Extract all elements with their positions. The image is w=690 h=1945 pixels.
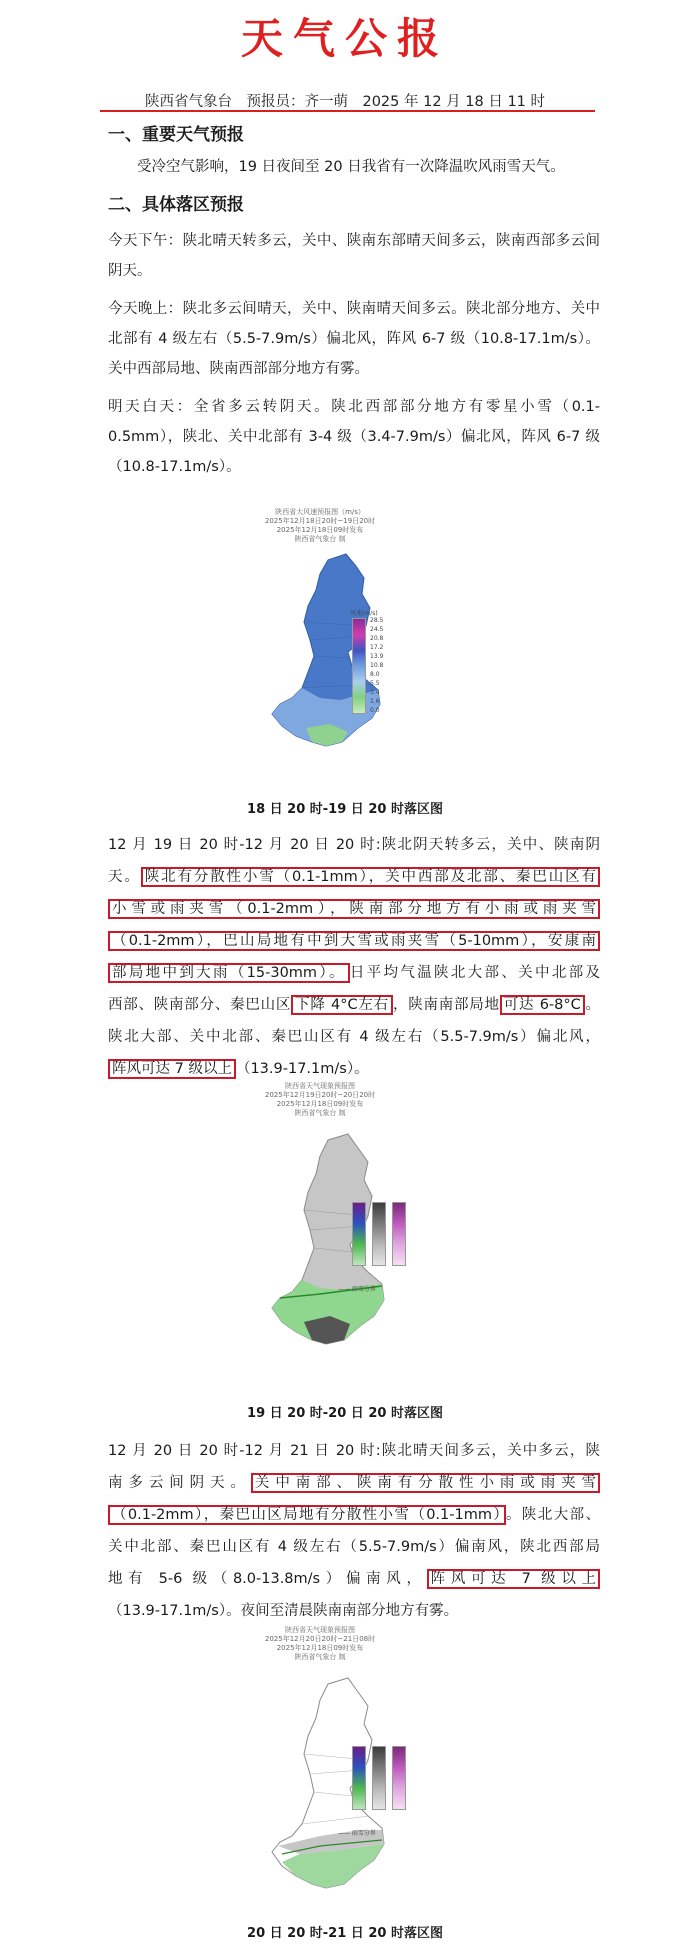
map3-caption: 20 日 20 时-21 日 20 时落区图	[247, 1926, 443, 1941]
text-segment: 关中北部、秦巴山区有 4 级左右（5.5-7.9m/s）偏南风，陕北西部局	[108, 1539, 600, 1555]
boundary-legend-label: —— 雨雪分界	[338, 1830, 376, 1837]
highlight-temp-range: 可达 6-8°C	[500, 995, 585, 1015]
text-segment: 。	[584, 997, 601, 1013]
forecast-tonight: 今天晚上：陕北多云间晴天，关中、陕南晴天间多云。陕北部分地方、关中北部有 4 级左右（5.5-7.9m/s）偏北风，阵风 6-7 级（10.8-17.1m/s）。关中西部局地、陕南西部部分地方有雾。	[108, 301, 600, 377]
highlight-heavy-rain: 部局地中到大雨（15-30mm）。	[108, 963, 350, 983]
highlight-snow-north: 陕北有分散性小雪（0.1-1mm），关中西部及北部、秦巴山区有	[141, 867, 600, 887]
boundary-legend-label: —— 雨雪分界	[338, 1286, 376, 1293]
text-segment: 天。	[108, 869, 141, 885]
precip-legend-rain	[352, 1746, 366, 1810]
map1-caption: 18 日 20 时-19 日 20 时落区图	[247, 802, 443, 817]
weather-forecast-map-1	[220, 1082, 470, 1372]
text-segment: 日平均气温陕北大部、关中北部及	[349, 965, 600, 981]
text-segment: （13.9-17.1m/s）。	[235, 1061, 369, 1077]
text-line	[108, 926, 600, 956]
legend-tick: 13.9	[370, 653, 384, 660]
map-title: 陕西省大风速预报图（m/s）	[275, 508, 365, 516]
forecast-tomorrow-day: 明天白天：全省多云转阴天。陕北西部部分地方有零星小雪（0.1-0.5mm），陕北、关中北部有 3-4 级（3.4-7.9m/s）偏北风，阵风 6-7 级（10.8-17.1m/s）。	[108, 399, 600, 475]
wind-legend-bar	[352, 618, 366, 714]
text-line	[108, 1468, 600, 1498]
text-segment: （13.9-17.1m/s）。夜间至清晨陕南南部分地方有雾。	[108, 1603, 459, 1619]
text-segment: 地有 5-6 级（8.0-13.8m/s）偏南风，	[108, 1571, 427, 1587]
map-period: 2025年12月18日20时~19日20时	[264, 517, 376, 525]
precip-legend-snow	[372, 1746, 386, 1810]
text-line	[108, 830, 600, 860]
precip-legend-sleet	[392, 1746, 406, 1810]
text-segment: 陕北大部、关中北部、秦巴山区有 4 级左右（5.5-7.9m/s）偏北风，	[108, 1029, 600, 1045]
text-line	[108, 1596, 600, 1626]
text-line	[108, 1532, 600, 1562]
text-line	[108, 1022, 600, 1052]
text-segment: 西部、陕南部分、秦巴山区	[108, 997, 292, 1013]
text-segment: 。陕北大部、	[506, 1507, 601, 1523]
legend-tick: 28.5	[370, 617, 384, 624]
map-title: 陕西省天气现象预报图	[285, 1082, 355, 1090]
header-divider	[100, 110, 595, 112]
map-issued: 2025年12月18日09时发布	[276, 1644, 364, 1652]
map-period: 2025年12月20日20时~21日08时	[264, 1635, 376, 1643]
text-line	[108, 1564, 600, 1594]
legend-tick: 10.8	[370, 662, 384, 669]
shaanxi-weather-map	[220, 1126, 470, 1366]
highlight-heavy-snow: （0.1-2mm），巴山局地有中到大雪或雨夹雪（5-10mm），安康南	[108, 931, 600, 951]
section-heading-important: 一、重要天气预报	[108, 125, 244, 145]
map-agency: 陕西省气象台 制	[294, 1653, 346, 1661]
legend-tick: 20.8	[370, 635, 384, 642]
highlight-snow-mountain: （0.1-2mm），秦巴山区局地有分散性小雪（0.1-1mm）	[108, 1505, 506, 1525]
forecast-today-afternoon: 今天下午：陕北晴天转多云，关中、陕南东部晴天间多云，陕南西部多云间阴天。	[108, 233, 600, 279]
map-agency: 陕西省气象台 制	[294, 535, 346, 543]
precip-legend-rain	[352, 1202, 366, 1266]
bulletin-title: 天气公报	[240, 14, 449, 63]
text-line	[108, 1436, 600, 1466]
text-line	[108, 990, 600, 1020]
text-line	[108, 1500, 600, 1530]
legend-tick: 3.4	[370, 689, 380, 696]
legend-tick: 24.5	[370, 626, 384, 633]
text-line	[108, 862, 600, 892]
wind-forecast-map	[220, 508, 470, 770]
map-title: 陕西省天气现象预报图	[285, 1626, 355, 1634]
highlight-temp-drop: 下降 4°C左右	[291, 995, 393, 1015]
issuer-meta: 陕西省气象台 预报员：齐一萌 2025 年 12 月 18 日 11 时	[144, 94, 545, 110]
text-segment: 12 月 20 日 20 时-12 月 21 日 20 时:陕北晴天间多云，关中多云，陕	[108, 1443, 600, 1459]
precip-legend-sleet	[392, 1202, 406, 1266]
legend-tick: 0.0	[370, 707, 380, 714]
legend-tick: 1.6	[370, 698, 380, 705]
legend-tick: 8.0	[370, 671, 380, 678]
legend-tick: 5.5	[370, 680, 380, 687]
weather-forecast-map-2	[220, 1626, 470, 1906]
legend-title: 风速(m/s)	[350, 610, 378, 617]
map-issued: 2025年12月18日09时发布	[276, 1100, 364, 1108]
map-issued: 2025年12月18日09时发布	[276, 526, 364, 534]
highlight-gust-2: 阵风可达 7 级以上	[427, 1569, 600, 1589]
important-forecast-text: 受冷空气影响，19 日夜间至 20 日我省有一次降温吹风雨雪天气。	[137, 159, 565, 175]
text-line	[108, 958, 600, 988]
text-line	[108, 894, 600, 924]
text-line	[108, 1054, 600, 1084]
map-agency: 陕西省气象台 制	[294, 1109, 346, 1117]
shaanxi-wind-map	[220, 548, 470, 768]
highlight-rain-south: 关中南部、陕南有分散性小雨或雨夹雪	[251, 1473, 600, 1493]
map-period: 2025年12月19日20时~20日20时	[264, 1091, 376, 1099]
highlight-sleet: 小雪或雨夹雪（0.1-2mm），陕南部分地方有小雨或雨夹雪	[108, 899, 600, 919]
text-segment: 12 月 19 日 20 时-12 月 20 日 20 时:陕北阴天转多云，关中、陕南阴	[108, 837, 600, 853]
legend-tick: 17.2	[370, 644, 384, 651]
section-heading-regional: 二、具体落区预报	[108, 195, 244, 215]
map2-caption: 19 日 20 时-20 日 20 时落区图	[247, 1406, 443, 1421]
highlight-gust: 阵风可达 7 级以上	[108, 1059, 236, 1079]
text-segment: 南多云间阴天。	[108, 1475, 251, 1491]
precip-legend-snow	[372, 1202, 386, 1266]
text-segment: ，陕南南部局地	[392, 997, 500, 1013]
shaanxi-weather-map-2	[220, 1670, 470, 1900]
